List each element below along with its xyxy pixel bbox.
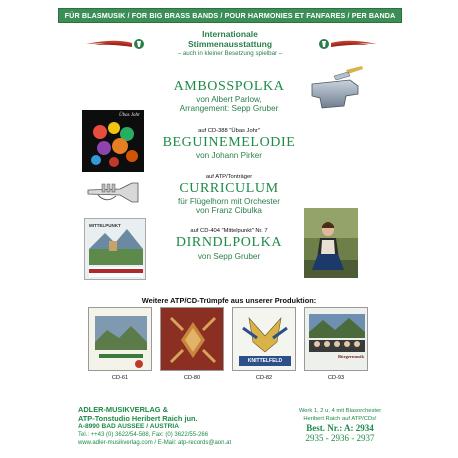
promo-header: Weitere ATP/CD-Trümpfe aus unserer Produktion:	[141, 296, 317, 305]
cd-cover-80	[160, 307, 224, 371]
piece-note-curriculum: auf ATP/Tonträger	[205, 174, 253, 180]
publisher-studio: ATP-Tonstudio Heribert Raich jun.	[78, 414, 198, 423]
piece-arranger-ambosspolka: Arrangement: Sepp Gruber	[179, 104, 279, 113]
publisher-address: A-8990 BAD AUSSEE / AUSTRIA	[78, 423, 180, 430]
piece-title-beguinemelodie: BEGUINEMELODIE	[162, 135, 296, 150]
cd-80-art	[161, 308, 224, 371]
cd-93-art	[305, 308, 368, 371]
order-number: Best. Nr.: A: 2934	[306, 423, 374, 433]
intl-line-2: Stimmenausstattung	[187, 39, 273, 49]
cd-61-art	[89, 308, 152, 371]
cd-label-82: CD-82	[255, 375, 273, 381]
dirndl-photo	[304, 208, 358, 278]
intl-line-3: – auch in kleiner Besetzung spielbar –	[177, 50, 283, 57]
order-series: 2935 - 2936 - 2937	[305, 433, 375, 443]
order-note-2: Heribert Raich auf ATP/CDs!	[303, 415, 377, 422]
album-cover-mittelpunkt-title: MITTELPUNKT	[89, 223, 121, 228]
piece-title-ambosspolka: AMBOSSPOLKA	[173, 79, 285, 94]
order-info	[282, 408, 398, 443]
piece-composer-dirndlpolka: von Sepp Gruber	[197, 252, 261, 261]
instrumentation-note	[150, 29, 310, 59]
cd-cover-61	[88, 307, 152, 371]
cd-82-title: KNITTELFELD	[247, 358, 283, 364]
piece-composer-ambosspolka: von Albert Parlow,	[196, 95, 262, 104]
cd-cover-93	[304, 307, 368, 371]
anvil-image	[306, 66, 364, 112]
cd-label-93: CD-93	[327, 375, 345, 381]
piece-note-beguinemelodie: auf CD-388 "Übas Johr"	[198, 128, 260, 134]
piece-composer-curriculum: von Franz Cibulka	[196, 206, 262, 215]
piece-title-dirndlpolka: DIRNDLPOLKA	[175, 235, 283, 250]
order-note-1: Werk 1, 2 u. 4 mit Blasorchester	[298, 408, 382, 414]
publisher-phone: Tel.: ++43 (0) 3622/54-588, Fax: (0) 3622/55-266	[78, 432, 209, 438]
album-cover-title: Übas Johr	[119, 113, 140, 118]
publisher-web: www.adler-musikverlag.com / E-Mail: atp-records@aon.at	[78, 440, 232, 446]
publisher-info	[78, 405, 278, 447]
genre-banner: FÜR BLASMUSIK / FOR BIG BRASS BANDS / POUR HARMONIES ET FANFARES / PER BANDA	[58, 8, 402, 23]
publisher-name: ADLER-MUSIKVERLAG &	[78, 405, 168, 414]
piece-note-dirndlpolka: auf CD-404 "Mittelpunkt" Nr. 7	[190, 228, 268, 234]
piece-instrument-curriculum: für Flügelhorn mit Orchester	[178, 197, 280, 206]
cd-cover-82	[232, 307, 296, 371]
cd-label-61: CD-61	[111, 375, 129, 381]
cd-93-title: Bürgermusik	[337, 354, 365, 359]
cd-label-80: CD-80	[183, 375, 201, 381]
piece-title-curriculum: CURRICULUM	[179, 181, 279, 196]
piece-composer-beguinemelodie: von Johann Pirker	[196, 151, 262, 160]
intl-line-1: Internationale	[202, 29, 258, 39]
